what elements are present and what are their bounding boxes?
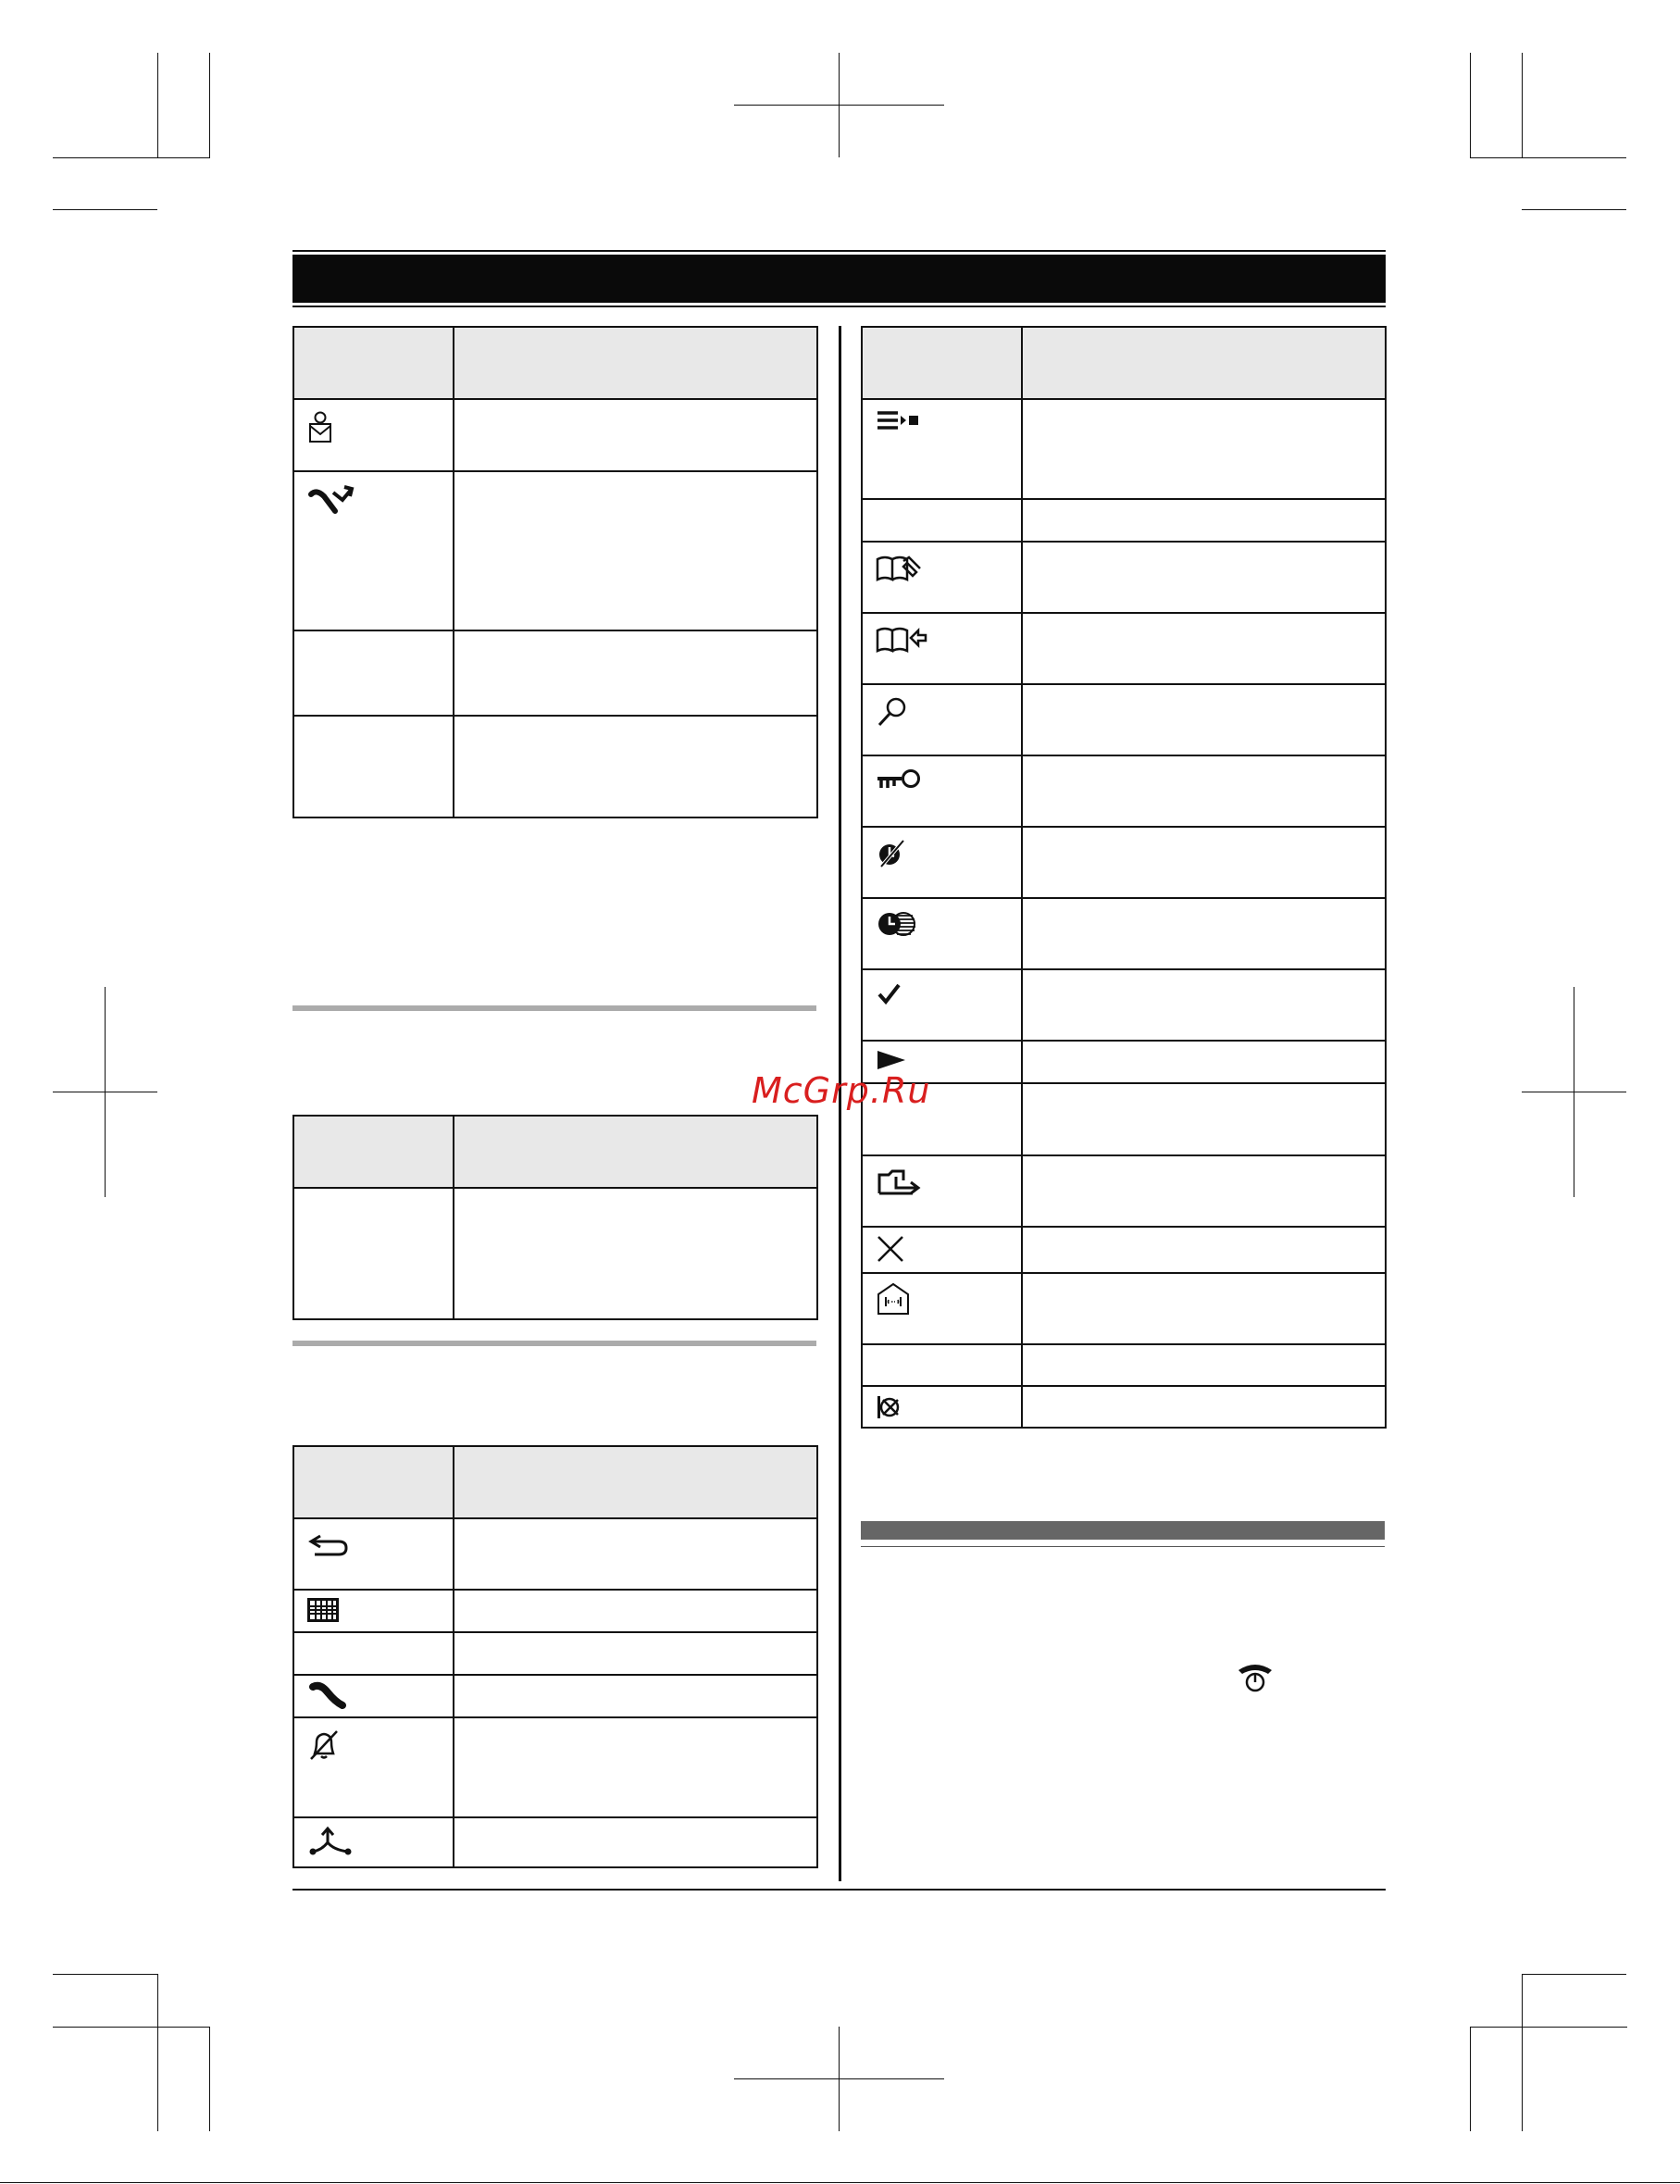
crop-mark xyxy=(1470,2027,1627,2028)
crop-mark xyxy=(734,105,944,106)
check-icon xyxy=(876,981,903,1011)
table-row xyxy=(862,613,1386,684)
table-row xyxy=(293,1817,817,1867)
table-header-row xyxy=(862,327,1386,399)
watermark-text: McGrp.Ru xyxy=(752,1070,931,1111)
section-divider xyxy=(292,1005,816,1011)
speaker-off-icon xyxy=(876,1394,903,1424)
crop-mark xyxy=(1522,53,1523,157)
table-row xyxy=(293,716,817,817)
call-forward-icon xyxy=(307,483,355,520)
key-icon xyxy=(876,768,922,795)
table-row xyxy=(293,1717,817,1817)
phonebook-edit-icon xyxy=(876,554,922,587)
home-signal-icon xyxy=(876,1281,911,1320)
search-icon xyxy=(876,696,909,731)
section-heading-underline xyxy=(861,1546,1385,1547)
crop-mark xyxy=(1470,2027,1471,2131)
off-hook-power-icon xyxy=(1235,1659,1276,1698)
table-header-row xyxy=(293,1116,817,1188)
crop-mark xyxy=(1522,1974,1626,1975)
crop-mark xyxy=(1522,1974,1523,2131)
table-row xyxy=(293,1188,817,1319)
crop-mark xyxy=(53,209,157,210)
timer-off-icon xyxy=(876,839,907,872)
crop-mark xyxy=(0,2182,1680,2183)
keypad-icon xyxy=(307,1598,339,1626)
voicemail-envelope-icon xyxy=(307,411,333,448)
table-row xyxy=(293,1518,817,1590)
crop-mark xyxy=(1522,209,1626,210)
table-header-row xyxy=(293,327,817,399)
header-top-rule xyxy=(292,250,1386,252)
icon-table-1 xyxy=(292,326,818,818)
icon-table-3 xyxy=(292,1445,818,1868)
folder-return-icon xyxy=(876,1167,922,1203)
back-arrow-icon xyxy=(307,1530,352,1564)
page-header-bar xyxy=(292,255,1386,303)
crop-mark xyxy=(53,1974,157,1975)
table-row xyxy=(862,898,1386,969)
crop-mark xyxy=(157,53,158,157)
footer-rule xyxy=(292,1889,1386,1891)
phonebook-add-icon xyxy=(876,625,927,658)
handset-icon xyxy=(307,1681,348,1715)
crop-mark xyxy=(1470,157,1523,158)
table-row xyxy=(293,471,817,630)
table-row xyxy=(862,1227,1386,1273)
crop-mark xyxy=(157,1974,158,2131)
table-row xyxy=(862,1273,1386,1344)
crop-mark xyxy=(1522,157,1626,158)
clock-timer-icon xyxy=(876,910,918,942)
table-row xyxy=(293,1590,817,1632)
crop-mark xyxy=(53,2027,210,2028)
table-row xyxy=(862,755,1386,827)
table-row xyxy=(862,1386,1386,1428)
transfer-icon xyxy=(307,1826,354,1861)
table-row xyxy=(293,399,817,471)
crop-mark xyxy=(1470,53,1471,157)
table-row xyxy=(293,630,817,716)
table-row xyxy=(862,1344,1386,1386)
table-row xyxy=(862,499,1386,542)
ringer-off-icon xyxy=(307,1729,341,1765)
table-row xyxy=(293,1632,817,1675)
table-row xyxy=(862,684,1386,755)
table-row xyxy=(862,1041,1386,1083)
icon-table-4 xyxy=(861,326,1387,1429)
crop-mark xyxy=(53,157,157,158)
table-row xyxy=(862,1155,1386,1227)
table-row xyxy=(862,827,1386,898)
table-row xyxy=(862,399,1386,499)
table-row xyxy=(862,1083,1386,1155)
table-header-row xyxy=(293,1446,817,1518)
close-x-icon xyxy=(876,1235,905,1267)
crop-mark xyxy=(209,2027,210,2131)
section-heading-bar xyxy=(861,1521,1385,1540)
icon-table-2 xyxy=(292,1115,818,1320)
table-row xyxy=(862,969,1386,1041)
table-row xyxy=(862,542,1386,613)
crop-mark xyxy=(734,2078,944,2079)
header-bottom-rule xyxy=(292,306,1386,307)
crop-mark xyxy=(209,53,210,157)
table-row xyxy=(293,1675,817,1717)
crop-mark xyxy=(157,157,210,158)
menu-play-icon xyxy=(876,409,920,435)
section-divider xyxy=(292,1341,816,1346)
